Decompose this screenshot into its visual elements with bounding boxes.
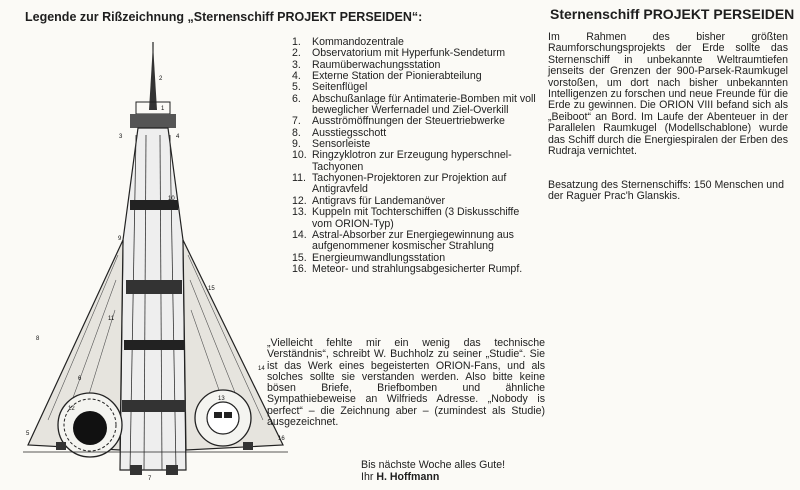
legend-item-text: Kommandozentrale: [312, 36, 404, 48]
drawing-callout-label: 7: [148, 476, 152, 480]
legend-item-text: Ringzyklotron zur Erzeugung hyperschnel-Tachyonen: [312, 149, 512, 173]
legend-item-number: 2.: [292, 47, 301, 60]
editor-note-quote: „Vielleicht fehlte mir ein wenig das technische Verständnis“, schreibt W. Buchholz zu seiner „Studie“. Sie ist das Werk eines begeisterten ORION-Fans, und als solches sollte sie verstanden werden. Also bitte keine bösen Briefe, Briefbomben und ähnliche Sympathiebeweise an Wilfrieds Adresse. „Nobody is perfect“ – die Zeichnung aber – (zumindest als Studie) ausgezeichnet.: [267, 337, 545, 429]
article-title: Sternenschiff PROJEKT PERSEIDEN: [550, 6, 795, 22]
signature-line: [361, 471, 505, 483]
drawing-callout-label: 1: [161, 106, 165, 112]
legend-item-text: Tachyonen-Projektoren zur Projektion auf Antigravfeld: [312, 172, 507, 196]
legend-item-number: 10.: [292, 149, 307, 162]
legend-item-number: 9.: [292, 138, 301, 151]
drawing-callout-label: 2: [159, 76, 163, 82]
legend-item-text: Abschußanlage für Antimaterie-Bomben mit voll beweglicher Werfernadel und Ziel-Overkill: [312, 92, 536, 117]
drawing-callout-label: 5: [26, 431, 30, 437]
legend-item-number: 14.: [292, 228, 307, 241]
legend-item: [292, 94, 542, 117]
article-body: Im Rahmen des bisher größten Raumforschungsprojekts der Erde sollte das Sternenschiff in unbekannte Weltraumtiefen jenseits der Grenzen der 900-Parsek-Raumkugel vorstoßen, um dort nach bisher unbekannten Intelligenzen zu forschen und neue Freunde für die Erde zu gewinnen. Die ORION VIII befand sich als „Beiboot“ an Bord. Im Laufe der Abenteuer in der Parallelen Raumkugel (Modellschablone) wurde das Schiff durch die Energiespiralen der Erben des Rudraja vernichtet.: [548, 31, 788, 158]
legend-item: [292, 264, 542, 275]
legend-item-number: 15.: [292, 251, 307, 264]
drawing-callout-label: 9: [118, 236, 122, 242]
drawing-callout-label: 13: [218, 396, 225, 402]
legend-item-text: Raumüberwachungsstation: [312, 58, 441, 71]
drawing-callout-label: 16: [278, 436, 285, 442]
legend-item-number: 1.: [292, 36, 301, 48]
legend-list: [292, 37, 542, 275]
legend-item-text: Ausströmöffnungen der Steuertriebwerke: [312, 115, 505, 128]
legend-item: [292, 48, 542, 59]
drawing-callout-label: 15: [208, 286, 215, 292]
legend-item: [292, 173, 542, 196]
legend-item-text: Externe Station der Pionierabteilung: [312, 70, 482, 83]
drawing-callout-label: 10: [168, 196, 175, 202]
drawing-callout-label: 8: [36, 336, 40, 342]
legend-item-number: 12.: [292, 194, 307, 207]
legend-item: [292, 207, 542, 230]
legend-item-text: Astral-Absorber zur Energiegewinnung aus aufgenommener kosmischer Strahlung: [312, 228, 514, 253]
legend-item-text: Kuppeln mit Tochterschiffen (3 Diskusschiffe vom ORION-Typ): [312, 206, 520, 230]
article-crew: Besatzung des Sternenschiffs: 150 Menschen und der Raguer Prac'h Glanskis.: [548, 179, 784, 203]
legend-item-text: Meteor- und strahlungsabgesicherter Rumpf.: [312, 262, 523, 275]
drawing-callout-label: 3: [119, 134, 123, 140]
legend-item-text: Sensorleiste: [312, 138, 371, 151]
legend-item-text: Seitenflügel: [312, 81, 368, 94]
drawing-callout-label: 11: [108, 316, 115, 322]
legend-item: [292, 230, 542, 253]
legend-item-number: 8.: [292, 126, 301, 139]
legend-item-text: Energieumwandlungsstation: [312, 251, 446, 264]
starship-cutaway-drawing: [18, 40, 293, 480]
legend-item-number: 5.: [292, 81, 301, 94]
signature-name: H. Hoffmann: [376, 471, 440, 483]
legend-item-text: Ausstiegsschott: [312, 126, 387, 139]
signature-prefix: Ihr: [361, 471, 374, 483]
drawing-callout-label: 4: [176, 134, 180, 140]
legend-item-number: 13.: [292, 206, 307, 219]
drawing-callout-label: 12: [68, 406, 75, 412]
legend-item-number: 6.: [292, 92, 301, 105]
legend-item-number: 7.: [292, 115, 301, 128]
legend-item: [292, 150, 542, 173]
drawing-callout-label: 14: [258, 366, 265, 372]
legend-item-text: Antigravs für Landemanöver: [312, 194, 446, 207]
closing-signature: [361, 459, 505, 483]
legend-item-number: 11.: [292, 172, 306, 185]
legend-title: Legende zur Rißzeichnung „Sternenschiff PROJEKT PERSEIDEN“:: [25, 10, 423, 24]
legend-item-number: 16.: [292, 262, 307, 275]
legend-item-number: 3.: [292, 58, 301, 71]
closing-greeting: Bis nächste Woche alles Gute!: [361, 459, 506, 471]
drawing-callout-label: 6: [78, 376, 82, 382]
legend-item-number: 4.: [292, 70, 301, 83]
legend-item-text: Observatorium mit Hyperfunk-Sendeturm: [312, 47, 506, 60]
